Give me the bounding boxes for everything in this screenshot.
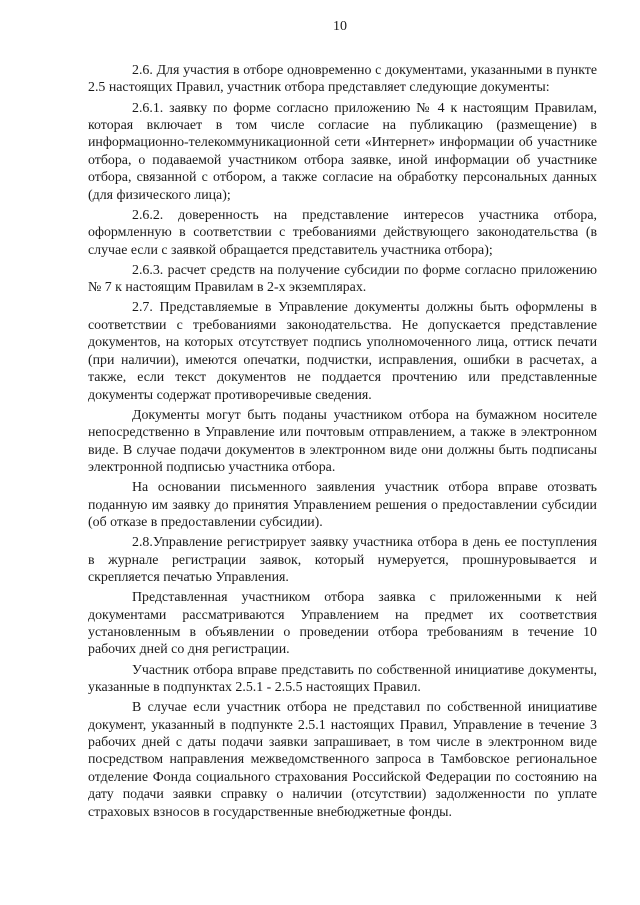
page-number: 10 [333,19,347,34]
paragraph-withdrawal: На основании письменного заявления участник отбора вправе отозвать поданную им заявку до принятия Управлением решения о предоставлении субсидии (об отказе в предоставлении субсидии). [88,480,597,530]
paragraph-2-6-2: 2.6.2. доверенность на представление интересов участника отбора, оформленную в соответствии с требованиями действующего законодательства (в случае если с заявкой обращается представитель участника отбора); [88,207,597,258]
paragraph-review-period: Представленная участником отбора заявка с приложенными к ней документами рассматриваются Управлением на предмет их соответствия установленным в объявлении о проведении отбора требованиям в течение 10 рабочих дней со дня регистрации. [88,590,597,658]
paragraph-2-8: 2.8.Управление регистрирует заявку участника отбора в день ее поступления в журнале регистрации заявок, который нумеруется, прошнуровывается и скрепляется печатью Управления. [88,535,597,585]
paragraph-2-7: 2.7. Представляемые в Управление документы должны быть оформлены в соответствии с требованиями законодательства. Не допускается представление документов, на которых отсутствует подпись уполномоченного лица, оттиск печати (при наличии), имеются опечатки, подчистки, исправления, ошибки в расчетах, а также, если текст документов не поддается прочтению или представленные документы содержат противоречивые сведения. [88,300,597,403]
document-body [88,62,597,824]
paragraph-2-6: 2.6. Для участия в отборе одновременно с документами, указанными в пункте 2.5 настоящих Правил, участник отбора представляет следующие документы: [88,63,597,96]
paragraph-submission-methods: Документы могут быть поданы участником отбора на бумажном носителе непосредственно в Управление или почтовым отправлением, а также в электронном виде. В случае подачи документов в электронном виде они должны быть подписаны электронной подписью участника отбора. [88,407,597,475]
paragraph-interagency-request: В случае если участник отбора не представил по собственной инициативе документ, указанный в подпункте 2.5.1 настоящих Правил, Управление в течение 3 рабочих дней с даты подачи заявки запрашивает, в том числе в электронном виде посредством направления межведомственного запроса в Тамбовское региональное отделение Фонда социального страхования Российской Федерации по состоянию на дату подачи заявки справку о наличии (отсутствии) задолженности по уплате страховых взносов в государственные внебюджетные фонды. [88,700,597,820]
paragraph-own-initiative: Участник отбора вправе представить по собственной инициативе документы, указанные в подпунктах 2.5.1 - 2.5.5 настоящих Правил. [88,662,597,695]
paragraph-2-6-3: 2.6.3. расчет средств на получение субсидии по форме согласно приложению № 7 к настоящим Правилам в 2-х экземплярах. [88,262,597,296]
paragraph-2-6-1: 2.6.1. заявку по форме согласно приложению № 4 к настоящим Правилам, которая включает в том числе согласие на публикацию (размещение) в информационно-телекоммуникационной сети «Интернет» информации об участнике отбора, о подаваемой участником отбора заявке, иной информации об участнике отбора, связанной с отбором, а также согласие на обработку персональных данных (для физического лица); [88,100,597,203]
